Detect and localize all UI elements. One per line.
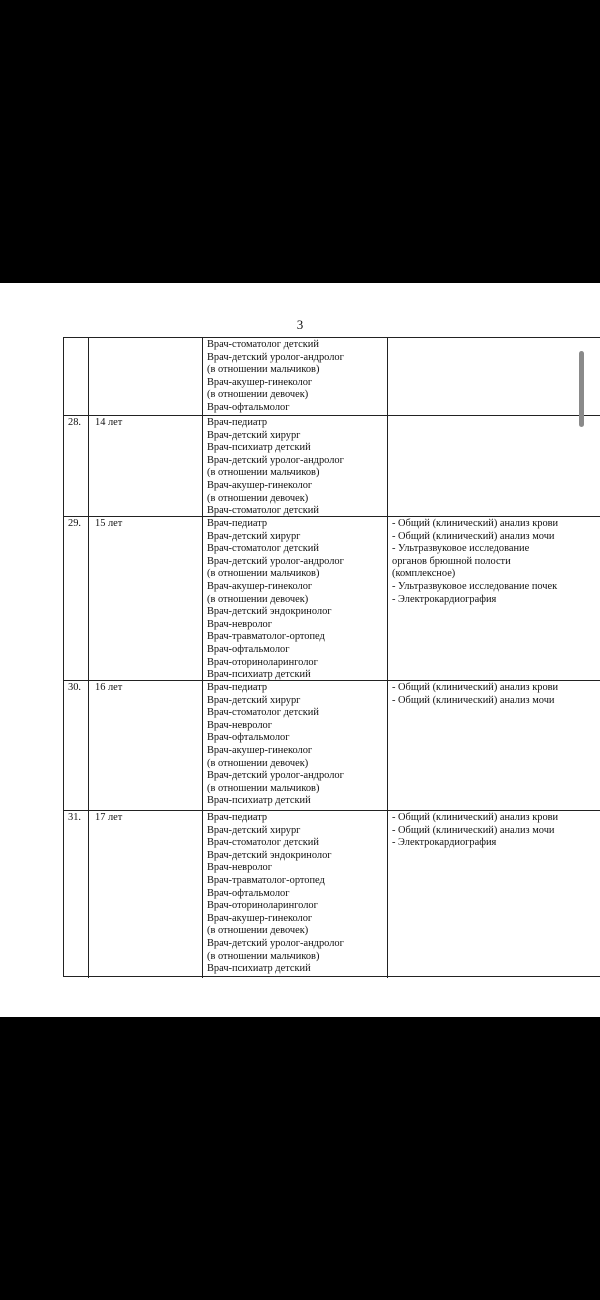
row-number: 29. xyxy=(68,518,81,529)
age-cell xyxy=(88,338,202,415)
age-label: 15 лет xyxy=(95,518,123,529)
table-row xyxy=(64,416,600,517)
doctor-item: Врач-детский хирург xyxy=(207,824,301,836)
doctor-item: Врач-травматолог-ортопед xyxy=(207,874,325,886)
test-item: - Электрокардиография xyxy=(392,837,497,849)
test-item: - Общий (клинический) анализ мочи xyxy=(392,824,555,836)
tests-cell xyxy=(387,416,600,516)
doctor-item: Врач-акушер-гинеколог xyxy=(207,912,313,924)
doctor-item: Врач-стоматолог детский xyxy=(207,837,319,849)
row-number: 28. xyxy=(68,417,81,428)
age-label: 17 лет xyxy=(95,812,123,823)
doctor-item: (в отношении мальчиков) xyxy=(207,950,320,962)
doctor-item: Врач-детский хирург xyxy=(207,694,301,706)
doctor-item: Врач-офтальмолог xyxy=(207,732,290,744)
age-cell xyxy=(88,517,202,680)
age-cell xyxy=(88,416,202,516)
document-page xyxy=(0,283,600,1017)
row-number-cell xyxy=(64,681,88,810)
table-row xyxy=(64,338,600,416)
doctor-item: Врач-детский уролог-андролог xyxy=(207,937,344,949)
tests-cell xyxy=(387,811,600,978)
doctors-cell xyxy=(202,681,387,810)
doctor-item: Врач-детский эндокринолог xyxy=(207,849,332,861)
test-item: - Общий (клинический) анализ крови xyxy=(392,518,559,529)
test-item: - Электрокардиография xyxy=(392,593,497,605)
test-item: - Общий (клинический) анализ крови xyxy=(392,812,559,823)
test-item: органов брюшной полости xyxy=(392,555,511,567)
doctor-item: Врач-психиатр детский xyxy=(207,442,311,454)
doctor-item: Врач-травматолог-ортопед xyxy=(207,631,325,643)
doctor-item: Врач-акушер-гинеколог xyxy=(207,580,313,592)
doctor-item: Врач-психиатр детский xyxy=(207,963,311,975)
doctor-item: Врач-оториноларинголог xyxy=(207,656,318,668)
doctor-item: Врач-педиатр xyxy=(207,812,268,823)
doctor-item: Врач-детский эндокринолог xyxy=(207,606,332,618)
table-row xyxy=(64,517,600,681)
doctor-item: (в отношении мальчиков) xyxy=(207,364,320,376)
doctor-item: (в отношении девочек) xyxy=(207,389,309,401)
tests-cell xyxy=(387,338,600,415)
row-number-cell xyxy=(64,338,88,415)
tests-cell xyxy=(387,517,600,680)
doctor-item: (в отношении девочек) xyxy=(207,593,309,605)
doctor-item: Врач-акушер-гинеколог xyxy=(207,479,313,491)
doctor-item: Врач-педиатр xyxy=(207,682,268,693)
schedule-table xyxy=(63,337,600,977)
test-item: - Общий (клинический) анализ мочи xyxy=(392,530,555,542)
doctor-item: Врач-детский уролог-андролог xyxy=(207,351,344,363)
table-row xyxy=(64,811,600,978)
page-number: 3 xyxy=(296,317,304,332)
doctors-cell xyxy=(202,517,387,680)
doctor-item: Врач-акушер-гинеколог xyxy=(207,376,313,388)
doctor-item: Врач-акушер-гинеколог xyxy=(207,744,313,756)
age-label: 14 лет xyxy=(95,417,123,428)
doctors-cell xyxy=(202,338,387,415)
doctors-cell xyxy=(202,416,387,516)
row-number-cell xyxy=(64,416,88,516)
doctor-item: Врач-детский уролог-андролог xyxy=(207,555,344,567)
test-item: - Общий (клинический) анализ мочи xyxy=(392,694,555,706)
test-item: (комплексное) xyxy=(392,568,456,580)
test-item: - Ультразвуковое исследование почек xyxy=(392,580,558,592)
row-number: 31. xyxy=(68,812,81,823)
doctor-item: (в отношении девочек) xyxy=(207,757,309,769)
doctor-item: Врач-стоматолог детский xyxy=(207,543,319,555)
row-number-cell xyxy=(64,517,88,680)
doctor-item: Врач-офтальмолог xyxy=(207,401,290,413)
doctor-item: Врач-педиатр xyxy=(207,518,268,529)
doctor-item: (в отношении мальчиков) xyxy=(207,568,320,580)
doctor-item: Врач-невролог xyxy=(207,719,272,731)
doctor-item: Врач-стоматолог детский xyxy=(207,339,319,350)
doctor-item: Врач-оториноларинголог xyxy=(207,900,318,912)
doctor-item: Врач-стоматолог детский xyxy=(207,505,319,517)
test-item: - Ультразвуковое исследование xyxy=(392,543,530,555)
doctors-cell xyxy=(202,811,387,978)
doctor-item: Врач-психиатр детский xyxy=(207,795,311,807)
age-label: 16 лет xyxy=(95,682,123,693)
scrollbar-thumb[interactable] xyxy=(579,351,584,427)
doctor-item: Врач-педиатр xyxy=(207,417,268,428)
doctor-item: Врач-офтальмолог xyxy=(207,643,290,655)
doctor-item: Врач-детский хирург xyxy=(207,429,301,441)
doctor-item: Врач-стоматолог детский xyxy=(207,707,319,719)
doctor-item: (в отношении мальчиков) xyxy=(207,782,320,794)
doctor-item: Врач-невролог xyxy=(207,618,272,630)
doctor-item: Врач-офтальмолог xyxy=(207,887,290,899)
doctor-item: Врач-детский уролог-андролог xyxy=(207,454,344,466)
doctor-item: (в отношении девочек) xyxy=(207,492,309,504)
doctor-item: Врач-детский уролог-андролог xyxy=(207,770,344,782)
test-item: - Общий (клинический) анализ крови xyxy=(392,682,559,693)
doctor-item: (в отношении девочек) xyxy=(207,925,309,937)
doctor-item: (в отношении мальчиков) xyxy=(207,467,320,479)
table-row xyxy=(64,681,600,811)
age-cell xyxy=(88,681,202,810)
doctor-item: Врач-детский хирург xyxy=(207,530,301,542)
doctor-item: Врач-психиатр детский xyxy=(207,669,311,681)
row-number-cell xyxy=(64,811,88,978)
tests-cell xyxy=(387,681,600,810)
doctor-item: Врач-невролог xyxy=(207,862,272,874)
row-number: 30. xyxy=(68,682,81,693)
age-cell xyxy=(88,811,202,978)
